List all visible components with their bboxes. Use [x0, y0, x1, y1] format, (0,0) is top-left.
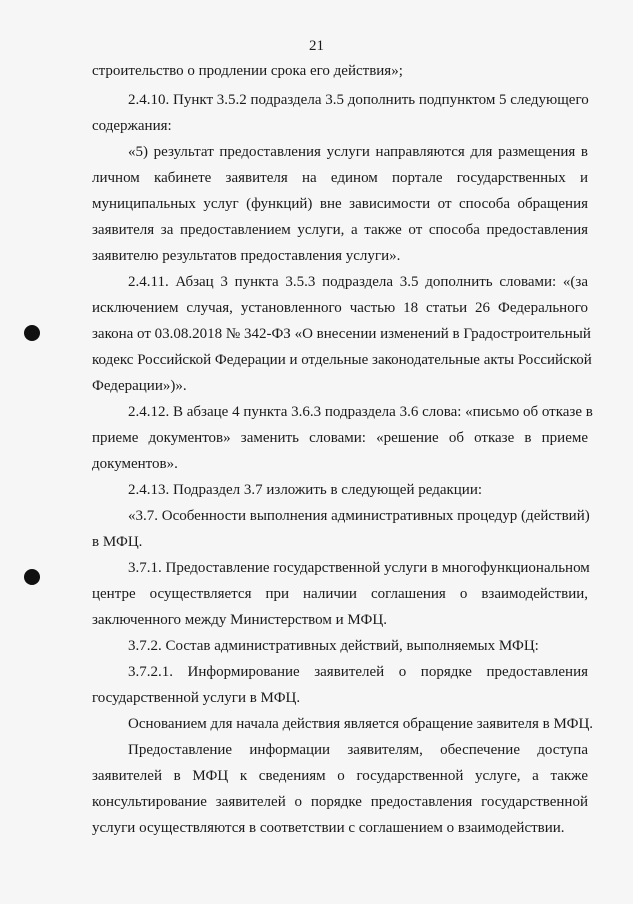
text-line: 3.7.2.1. Информирование заявителей о порядке предоставления: [128, 664, 588, 680]
text-line: содержания:: [92, 118, 172, 134]
text-line: Основанием для начала действия является обращение заявителя в МФЦ.: [128, 716, 594, 732]
text-line: исключением случая, установленного частью 18 статьи 26 Федерального: [92, 300, 588, 316]
page-number: 21: [309, 38, 324, 54]
text-line: Предоставление информации заявителям, обеспечение доступа: [128, 742, 588, 758]
text-line: личном кабинете заявителя на едином портале государственных и: [92, 170, 588, 186]
text-line: 2.4.13. Подраздел 3.7 изложить в следующей редакции:: [128, 482, 483, 498]
text-line: 2.4.12. В абзаце 4 пункта 3.6.3 подраздела 3.6 слова: «письмо об отказе в: [128, 404, 593, 420]
text-line: заключенного между Министерством и МФЦ.: [92, 612, 387, 628]
punch-hole: [24, 325, 40, 341]
text-line: Федерации»)».: [92, 378, 187, 394]
text-line: заявителю результатов предоставления услуги».: [92, 248, 401, 264]
text-line: в МФЦ.: [92, 534, 143, 550]
text-line: заявителей в МФЦ к сведениям о государственной услуге, а также: [92, 768, 588, 784]
text-line: строительство о продлении срока его действия»;: [92, 63, 403, 79]
text-line: государственной услуги в МФЦ.: [92, 690, 301, 706]
text-line: «5) результат предоставления услуги направляются для размещения в: [128, 144, 588, 160]
text-line: кодекс Российской Федерации и отдельные законодательные акты Российской: [92, 352, 592, 368]
text-line: 2.4.11. Абзац 3 пункта 3.5.3 подраздела 3.5 дополнить словами: «(за: [128, 274, 588, 290]
text-line: 3.7.2. Состав административных действий, выполняемых МФЦ:: [128, 638, 539, 654]
punch-hole: [24, 569, 40, 585]
text-line: консультирование заявителей о порядке предоставления государственной: [92, 794, 588, 810]
text-line: закона от 03.08.2018 № 342-ФЗ «О внесении изменений в Градостроительный: [92, 326, 591, 342]
text-line: приеме документов» заменить словами: «решение об отказе в приеме: [92, 430, 588, 446]
text-line: документов».: [92, 456, 178, 472]
text-line: 3.7.1. Предоставление государственной услуги в многофункциональном: [128, 560, 590, 576]
text-line: услуги осуществляются в соответствии с соглашением о взаимодействии.: [92, 820, 565, 836]
text-line: центре осуществляется при наличии соглашения о взаимодействии,: [92, 586, 588, 602]
text-line: 2.4.10. Пункт 3.5.2 подраздела 3.5 дополнить подпунктом 5 следующего: [128, 92, 589, 108]
text-line: «3.7. Особенности выполнения административных процедур (действий): [128, 508, 590, 524]
text-line: заявителя за предоставлением услуги, а также от способа предоставления: [92, 222, 588, 238]
text-line: муниципальных услуг (функций) вне зависимости от способа обращения: [92, 196, 588, 212]
